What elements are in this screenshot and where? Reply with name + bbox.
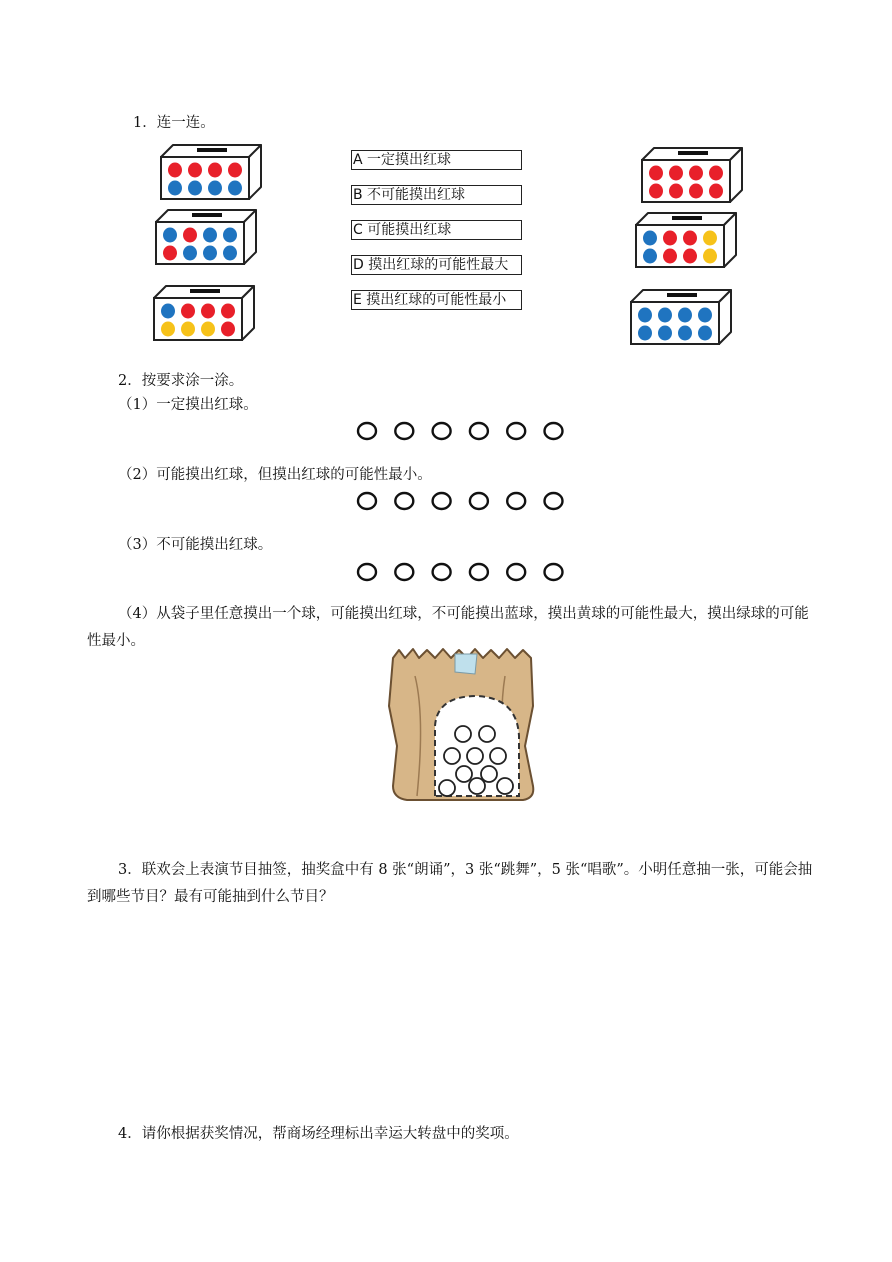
blank-ball-circle — [433, 493, 451, 509]
box-ball — [201, 304, 215, 319]
box-ball — [669, 166, 683, 181]
box-ball — [163, 228, 177, 243]
box-ball — [161, 304, 175, 319]
q4-text: 4．请你根据获奖情况，帮商场经理标出幸运大转盘中的奖项。 — [118, 1126, 519, 1142]
blank-ball-circle — [507, 423, 525, 439]
box-ball — [228, 181, 242, 196]
box-ball — [689, 184, 703, 199]
box-ball — [698, 326, 712, 341]
blank-ball-circle — [433, 423, 451, 439]
circle-row-2 — [356, 490, 566, 512]
box-ball — [669, 184, 683, 199]
box-ball — [208, 163, 222, 178]
ball-box-right-1 — [640, 146, 744, 206]
option-b-label: B 不可能摸出红球 — [351, 185, 522, 205]
circle-row-1 — [356, 420, 566, 442]
q2-part1: （1）一定摸出红球。 — [118, 397, 258, 413]
box-ball — [208, 181, 222, 196]
q2-part4: （4）从袋子里任意摸出一个球，可能摸出红球，不可能摸出蓝球，摸出黄球的可能性最大，摸出绿球的可能性最小。 — [87, 606, 809, 649]
ball-box-left-1 — [159, 143, 263, 203]
box-ball — [683, 249, 697, 264]
q2-part2: （2）可能摸出红球，但摸出红球的可能性最小。 — [118, 467, 432, 483]
box-ball — [709, 166, 723, 181]
box-ball — [181, 322, 195, 337]
box-ball — [709, 184, 723, 199]
blank-ball-circle — [358, 564, 376, 580]
option-a-label: A 一定摸出红球 — [351, 150, 522, 170]
box-ball — [663, 231, 677, 246]
ball-box-left-2 — [154, 208, 258, 268]
blank-ball-circle — [433, 564, 451, 580]
box-ball — [161, 322, 175, 337]
blank-ball-circle — [470, 493, 488, 509]
blank-ball-circle — [470, 423, 488, 439]
box-ball — [678, 326, 692, 341]
blank-ball-circle — [507, 564, 525, 580]
box-ball — [703, 249, 717, 264]
ball-box-right-3 — [629, 288, 733, 348]
box-ball — [643, 231, 657, 246]
box-ball — [638, 326, 652, 341]
blank-ball-circle — [470, 564, 488, 580]
box-ball — [223, 228, 237, 243]
box-ball — [649, 166, 663, 181]
box-ball — [183, 246, 197, 261]
q3-text: 3．联欢会上表演节目抽签，抽奖盒中有 8 张“朗诵”，3 张“跳舞”，5 张“唱歌”。小明任意抽一张，可能会抽到哪些节目？最有可能抽到什么节目？ — [87, 862, 813, 905]
box-ball — [703, 231, 717, 246]
box-ball — [183, 228, 197, 243]
blank-ball-circle — [358, 423, 376, 439]
box-ball — [663, 249, 677, 264]
box-ball — [649, 184, 663, 199]
box-ball — [203, 228, 217, 243]
box-ball — [181, 304, 195, 319]
box-ball — [689, 166, 703, 181]
blank-ball-circle — [545, 493, 563, 509]
q2-title: 2．按要求涂一涂。 — [118, 373, 244, 389]
box-ball — [658, 326, 672, 341]
box-ball — [168, 181, 182, 196]
ball-bag-illustration — [385, 646, 540, 806]
box-ball — [221, 304, 235, 319]
circle-row-3 — [356, 561, 566, 583]
q1-title: 1．连一连。 — [133, 115, 215, 131]
box-ball — [228, 163, 242, 178]
option-e-label: E 摸出红球的可能性最小 — [351, 290, 522, 310]
blank-ball-circle — [395, 423, 413, 439]
q2-part3: （3）不可能摸出红球。 — [118, 537, 273, 553]
option-d-label: D 摸出红球的可能性最大 — [351, 255, 522, 275]
box-ball — [698, 308, 712, 323]
ball-box-left-3 — [152, 284, 256, 344]
blank-ball-circle — [507, 493, 525, 509]
box-ball — [201, 322, 215, 337]
ball-box-right-2 — [634, 211, 738, 271]
box-ball — [168, 163, 182, 178]
box-ball — [188, 163, 202, 178]
blank-ball-circle — [545, 423, 563, 439]
box-ball — [638, 308, 652, 323]
blank-ball-circle — [395, 493, 413, 509]
box-ball — [683, 231, 697, 246]
blank-ball-circle — [395, 564, 413, 580]
box-ball — [163, 246, 177, 261]
box-ball — [203, 246, 217, 261]
box-ball — [188, 181, 202, 196]
box-ball — [658, 308, 672, 323]
blank-ball-circle — [358, 493, 376, 509]
box-ball — [643, 249, 657, 264]
box-ball — [223, 246, 237, 261]
blank-ball-circle — [545, 564, 563, 580]
box-ball — [221, 322, 235, 337]
option-c-label: C 可能摸出红球 — [351, 220, 522, 240]
box-ball — [678, 308, 692, 323]
